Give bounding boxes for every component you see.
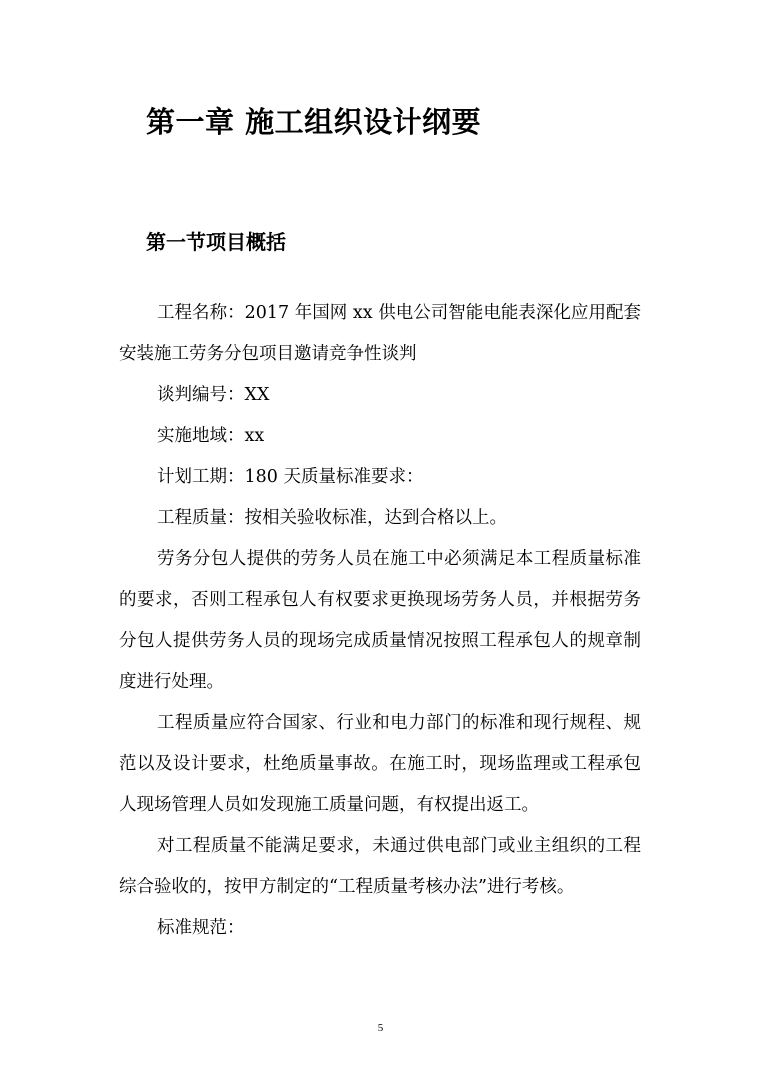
body-text: [119, 293, 641, 949]
paragraph-labor-requirements: 劳务分包人提供的劳务人员在施工中必须满足本工程质量标准的要求，否则工程承包人有权要求更换现场劳务人员，并根据劳务分包人提供劳务人员的现场完成质量情况按照工程承包人的规章制度进行处理。: [119, 549, 641, 692]
paragraph-project-name: 工程名称：2017 年国网 xx 供电公司智能电能表深化应用配套安装施工劳务分包项目邀请竞争性谈判: [119, 303, 641, 364]
section-title: 第一节项目概括: [146, 230, 286, 254]
paragraph-quality: 工程质量：按相关验收标准，达到合格以上。: [157, 508, 507, 528]
page-number: 5: [377, 1022, 384, 1034]
paragraph-location: 实施地域：xx: [157, 426, 265, 446]
chapter-title: 第一章 施工组织设计纲要: [146, 105, 482, 139]
paragraph-negotiation-number: 谈判编号：XX: [157, 385, 270, 405]
paragraph-assessment: 对工程质量不能满足要求，未通过供电部门或业主组织的工程综合验收的，按甲方制定的“工程质量考核办法”进行考核。: [119, 836, 641, 897]
paragraph-standards-heading: 标准规范：: [157, 918, 245, 938]
paragraph-schedule: 计划工期：180 天质量标准要求：: [157, 467, 424, 487]
paragraph-quality-standards: 工程质量应符合国家、行业和电力部门的标准和现行规程、规范以及设计要求，杜绝质量事故。在施工时，现场监理或工程承包人现场管理人员如发现施工质量问题，有权提出返工。: [119, 713, 641, 815]
